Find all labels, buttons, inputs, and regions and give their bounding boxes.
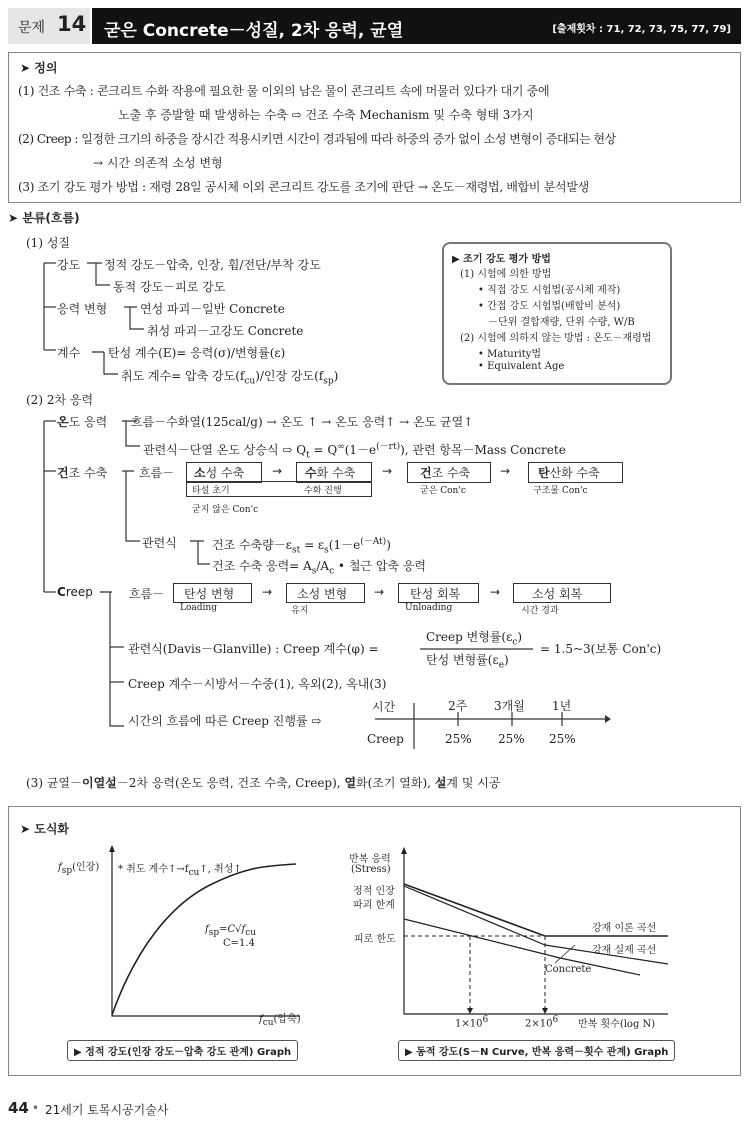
creep-label-elastic-recovery: 탄성 회복	[410, 587, 461, 601]
drying-shrinkage-stress: 건조 수축 응력= $A_s/A_c$ • 철근 압축 응력	[212, 559, 426, 577]
static-limit-label-1: 정적 인장	[353, 886, 395, 897]
fatigue-limit-label: 피로 한도	[354, 934, 396, 945]
flow-label-drying: 건조 수축	[420, 466, 471, 480]
creep-relation: 관련식(Davis－Glanville) : Creep 계수(φ) =	[128, 642, 379, 656]
right-graph-ylabel: 반복 응력	[349, 854, 391, 865]
exam-frequency: [출제횟차 : 71, 72, 73, 75, 77, 79]	[552, 24, 731, 35]
left-graph-constant: C=1.4	[223, 938, 255, 949]
steel-theory-curve-label: 강재 이론 곡선	[592, 923, 657, 934]
concrete-curve-label: Concrete	[545, 964, 592, 975]
x-tick-2e6: $2\times 10^6$	[525, 1015, 559, 1030]
creep-sub-loading: Loading	[180, 603, 217, 613]
drying-relation-label: 관련식	[142, 536, 177, 550]
time-period-3months: 3개월	[494, 699, 525, 713]
classification-heading: ➤ 분류(흐름)	[8, 211, 80, 225]
temperature-flow: 흐름－수화열(125cal/g) → 온도 ↑ → 온도 응력↑ → 온도 균열↑	[131, 415, 474, 429]
flow-arrow: →	[500, 464, 511, 478]
early-box-line3: • 간접 강도 시험법(배합비 분석)	[478, 301, 621, 312]
definition-item-1-line1: (1) 건조 수축 : 콘크리트 수화 작용에 필요한 물 이외의 남은 물이 콘크리트 속에 머물러 있다가 대기 중에	[18, 84, 550, 98]
left-graph-note: * 취도 계수$↑\to f_{cu}↑$, 취성↑	[118, 864, 242, 878]
early-box-title: ▶ 조기 강도 평가 방법	[452, 254, 551, 265]
early-box-line5: (2) 시험에 의하지 않는 방법 : 온도－재령법	[460, 333, 652, 344]
time-period-2weeks: 2주	[448, 699, 468, 713]
time-table-row1-label: 시간	[372, 700, 396, 714]
flow-label-carbonation: 탄산화 수축	[538, 466, 600, 480]
problem-number: 14	[57, 12, 87, 36]
early-box-line4: －단위 결합재량, 단위 수량, W/B	[488, 317, 635, 328]
elastic-modulus: 탄성 계수(E)= 응력(σ)/변형률(ε)	[108, 346, 286, 360]
creep-rate-3: 25%	[549, 732, 576, 746]
static-strength: 정적 강도－압축, 인장, 휨/전단/부착 강도	[104, 258, 321, 272]
right-graph-caption: ▶ 동적 강도(S－N Curve, 반복 응력－횟수 관계) Graph	[398, 1040, 675, 1061]
flow-arrow: →	[490, 585, 501, 599]
creep-denominator: 탄성 변형률$(\varepsilon_e)$	[426, 653, 509, 671]
flow-arrow: →	[382, 464, 393, 478]
footer-bullet: •	[32, 1101, 40, 1115]
creep-sub-time: 시간 경과	[521, 606, 559, 616]
drying-flow-label: 흐름－	[139, 466, 175, 480]
definition-item-1-line2: 노출 후 증발할 때 발생하는 수축 ⇨ 건조 수축 Mechanism 및 수축 형태 3가지	[118, 108, 534, 122]
creep-rate-1: 25%	[445, 732, 472, 746]
section-1-title: (1) 성질	[26, 236, 70, 250]
flow-arrow: →	[374, 585, 385, 599]
strength-label: 강도	[57, 258, 81, 272]
dynamic-strength: 동적 강도－피로 강도	[113, 280, 226, 294]
page-number: 44	[8, 1099, 29, 1117]
definition-item-3: (3) 조기 강도 평가 방법 : 재령 28일 공시체 이외 콘크리트 강도를 조기에 판단 → 온도－재령법, 배합비 분석발생	[18, 180, 589, 194]
steel-actual-curve-label: 강재 실제 곡선	[592, 945, 657, 956]
creep-coefficient-range: = 1.5~3(보통 Con'c)	[540, 642, 662, 656]
ductile-failure: 연성 파괴－일반 Concrete	[140, 302, 285, 316]
flow-sub-hydration: 수화 진행	[304, 486, 342, 496]
diagram-heading: ➤ 도식화	[20, 822, 70, 836]
footer-book-title: 21세기 토목시공기술사	[45, 1103, 169, 1117]
static-limit-label-2: 파괴 한계	[353, 900, 395, 911]
x-tick-1e6: $1\times 10^6$	[455, 1015, 489, 1030]
flow-sub-drying: 굳은 Con'c	[420, 486, 466, 496]
creep-label-plastic-recovery: 소성 회복	[532, 587, 583, 601]
left-graph-xlabel: $f_{cu}$(압축)	[259, 1014, 301, 1028]
creep-rate-2: 25%	[498, 732, 525, 746]
flow-label-hydration: 수화 수축	[305, 466, 356, 480]
stress-strain-label: 응력 변형	[57, 302, 108, 316]
time-period-1year: 1년	[552, 699, 572, 713]
early-box-line1: (1) 시험에 의한 방법	[460, 269, 552, 280]
flow-sub-fresh-concrete: 굳지 않은 Con'c	[192, 505, 259, 515]
creep-numerator: Creep 변형률$(\varepsilon_c)$	[426, 630, 523, 648]
right-graph-ylabel-en: (Stress)	[351, 864, 391, 875]
definition-item-2-line2: → 시간 의존적 소성 변형	[93, 156, 223, 170]
early-box-line6: • Maturity법	[478, 349, 542, 360]
page-title: 굳은 Concrete－성질, 2차 응력, 균열	[104, 21, 404, 41]
drying-shrinkage-label: 건조 수축	[57, 466, 108, 480]
flow-arrow: →	[262, 585, 273, 599]
temperature-relation: 관련식－단열 온도 상승식 ⇨ $Q_t = Q^\infty(1-e^{(-rt)})$, 관련 항목－Mass Concrete	[143, 442, 566, 461]
creep-label-plastic: 소성 변형	[297, 587, 348, 601]
creep-label-elastic: 탄성 변형	[184, 587, 235, 601]
time-table-row2-label: Creep	[367, 732, 404, 746]
brittle-failure: 취성 파괴－고강도 Concrete	[147, 324, 304, 338]
flow-arrow: →	[272, 464, 283, 478]
creep-sub-sustain: 유지	[291, 606, 309, 616]
creep-progress-label: 시간의 흐름에 따른 Creep 진행률 ⇨	[128, 714, 322, 728]
right-graph-xlabel: 반복 횟수(log N)	[578, 1019, 656, 1030]
section-3-crack: (3) 균열－이열설－2차 응력(온도 응력, 건조 수축, Creep), 열화(조기 열화), 설계 및 시공	[26, 776, 501, 790]
left-graph-caption: ▶ 정적 강도(인장 강도－압축 강도 관계) Graph	[67, 1040, 298, 1061]
creep-coefficient-spec: Creep 계수－시방서－수중(1), 옥외(2), 옥내(3)	[128, 677, 387, 691]
section-2-title: (2) 2차 응력	[26, 393, 94, 407]
flow-sub-plastic: 타설 초기	[192, 486, 230, 496]
early-box-line7: • Equivalent Age	[478, 361, 565, 372]
definition-item-2-line1: (2) Creep : 일정한 크기의 하중을 장시간 적용시키면 시간이 경과됨에 따라 하중의 증가 없이 소성 변형이 증대되는 현상	[18, 132, 616, 146]
problem-prefix: 문제	[18, 20, 46, 36]
flow-sub-carbonation: 구조물 Con'c	[533, 486, 588, 496]
brittleness-coefficient: 취도 계수= 압축 강도$(f_{cu})/$인장 강도$(f_{sp})$	[121, 369, 339, 387]
drying-shrinkage-amount: 건조 수축량$-\varepsilon_{st} = \varepsilon_s(1-e^{(-At)})$	[212, 537, 391, 556]
early-box-line2: • 직접 강도 시험법(공시체 제작)	[478, 285, 621, 296]
coefficient-label: 계수	[57, 346, 81, 360]
creep-flow-label: 흐름－	[129, 587, 165, 601]
definition-heading: ➤ 정의	[20, 61, 58, 75]
temperature-stress-label: 온도 응력	[57, 415, 108, 429]
creep-label: Creep	[57, 585, 93, 599]
left-graph-ylabel: $f_{sp}$(인장)	[58, 862, 100, 876]
creep-sub-unloading: Unloading	[405, 603, 453, 613]
left-graph-formula: $f_{sp}=C√f_{cu}$	[205, 924, 257, 938]
flow-label-plastic: 소성 수축	[194, 466, 245, 480]
